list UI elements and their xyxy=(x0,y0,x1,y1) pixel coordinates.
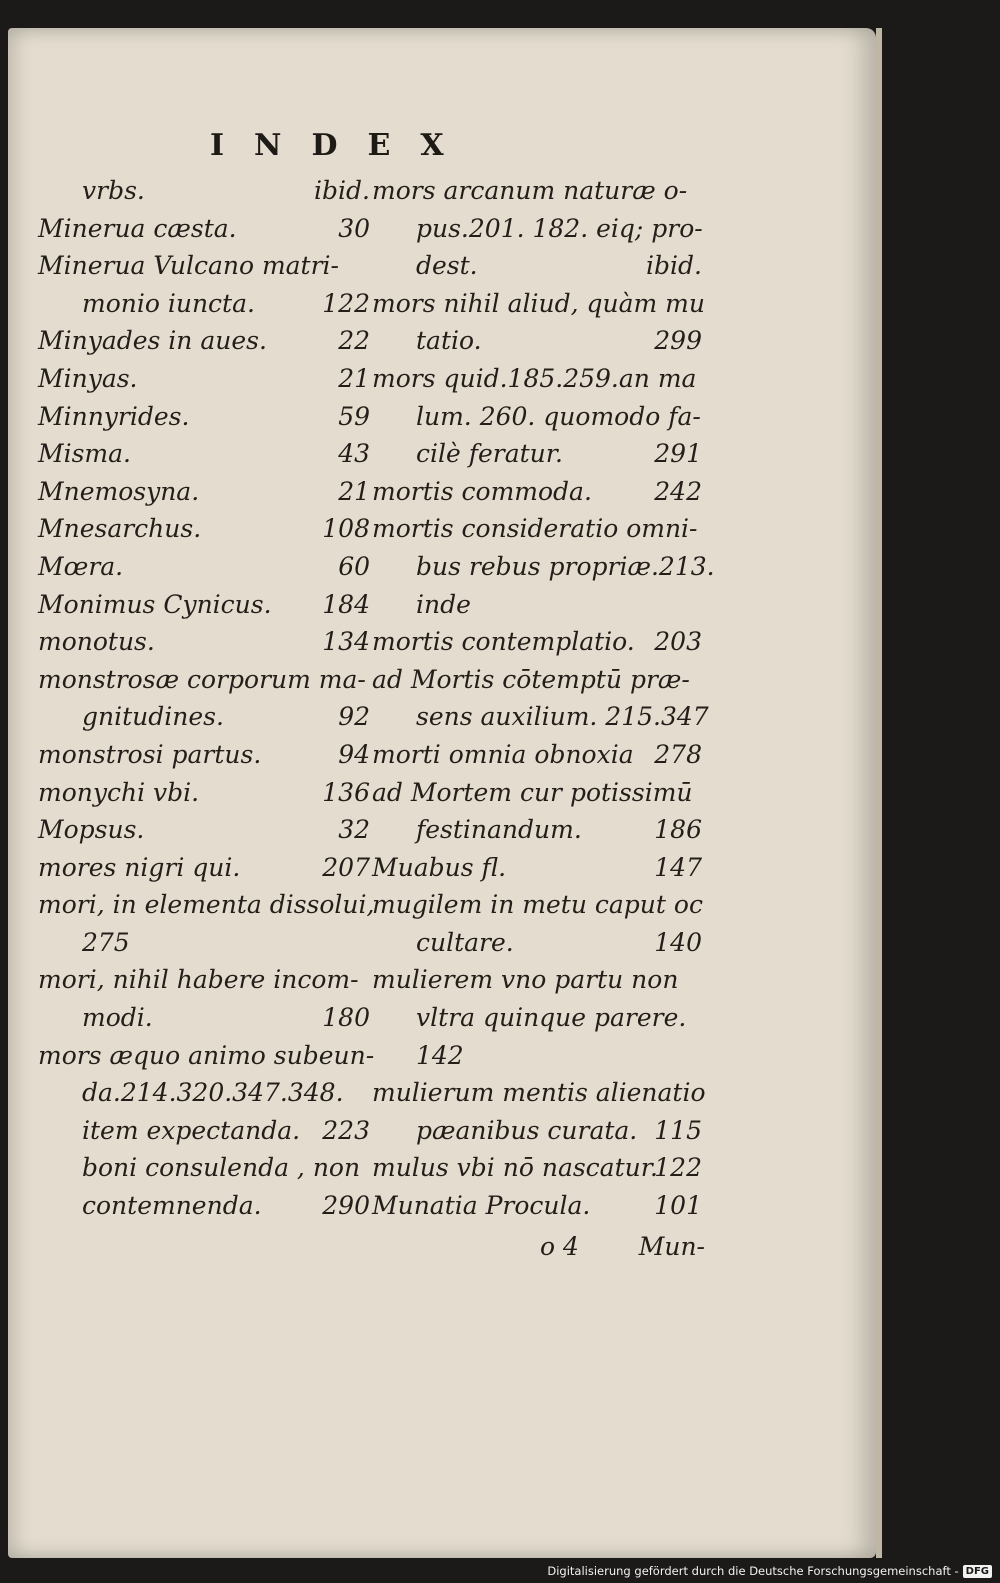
index-entry xyxy=(372,1074,706,1112)
entry-page-number: 101 xyxy=(654,1191,702,1221)
index-entry xyxy=(38,1074,370,1112)
index-entry xyxy=(372,1187,702,1225)
entry-text: festinandum. xyxy=(416,815,582,845)
index-entry xyxy=(372,210,702,248)
index-entry xyxy=(372,247,702,285)
entry-text: contemnenda. xyxy=(82,1191,262,1221)
catchword: Mun- xyxy=(638,1232,705,1261)
entry-text: lum. 260. quomodo fa- xyxy=(416,401,701,431)
page-footer-marks xyxy=(540,1232,705,1261)
entry-text: Mnesarchus. xyxy=(38,514,202,544)
entry-text: cilè feratur. xyxy=(416,439,563,469)
entry-text: Minyades in aues. xyxy=(38,326,267,356)
entry-page-number: 43 xyxy=(338,439,370,469)
entry-text: Mœra. xyxy=(38,551,124,581)
entry-text: mori, nihil habere incom- xyxy=(38,965,359,995)
index-entry xyxy=(372,999,702,1037)
entry-page-number: 291 xyxy=(654,439,702,469)
entry-text: boni consulenda , non xyxy=(82,1153,361,1183)
index-entry xyxy=(38,886,375,924)
entry-page-number: 290 xyxy=(322,1191,370,1221)
index-entry xyxy=(372,698,709,736)
index-entry xyxy=(38,1187,370,1225)
index-entry xyxy=(38,924,370,962)
index-entry xyxy=(38,473,370,511)
entry-page-number: 278 xyxy=(654,739,702,769)
index-entry xyxy=(372,435,702,473)
index-entry xyxy=(38,774,370,812)
entry-text: mori, in elementa dissolui, xyxy=(38,890,375,920)
entry-text: Misma. xyxy=(38,439,131,469)
index-entry xyxy=(38,961,370,999)
entry-text: mors nihil aliud, quàm mu xyxy=(372,288,705,318)
index-entry xyxy=(372,398,702,436)
entry-text: item expectanda. xyxy=(82,1115,301,1145)
index-entry xyxy=(372,1037,702,1075)
dfg-logo: DFG xyxy=(963,1565,992,1578)
entry-text: gnitudines. xyxy=(82,702,224,732)
entry-text: vltra quinque parere. xyxy=(416,1003,687,1033)
index-entry xyxy=(372,811,702,849)
entry-page-number: 207 xyxy=(322,852,370,882)
index-entry xyxy=(38,811,370,849)
entry-page-number: 184 xyxy=(322,589,370,619)
entry-text: mors quid.185.259.an ma xyxy=(372,363,697,393)
index-entry xyxy=(38,435,370,473)
entry-page-number: 115 xyxy=(654,1115,702,1145)
entry-text: mugilem in metu caput oc xyxy=(372,890,703,920)
index-entry xyxy=(38,548,370,586)
index-entry xyxy=(372,586,702,624)
entry-page-number: 92 xyxy=(338,702,370,732)
index-entry xyxy=(372,661,702,699)
index-entry xyxy=(38,1112,370,1150)
signature-mark: o 4 xyxy=(540,1232,579,1261)
entry-text: monstrosæ corporum ma- xyxy=(38,664,366,694)
entry-text: Minyas. xyxy=(38,363,138,393)
entry-text: bus rebus propriæ.213. xyxy=(416,551,715,581)
index-entry xyxy=(372,736,702,774)
index-entry xyxy=(372,961,702,999)
digitization-credit xyxy=(547,1561,992,1581)
entry-text: Mnemosyna. xyxy=(38,476,200,506)
entry-text: morti omnia obnoxia xyxy=(372,739,634,769)
entry-text: mortis contemplatio. xyxy=(372,627,635,657)
entry-page-number: 186 xyxy=(654,815,702,845)
index-entry xyxy=(372,1149,702,1187)
entry-text: mulus vbi nō nascatur. xyxy=(372,1153,658,1183)
entry-text: vrbs. xyxy=(82,176,145,205)
entry-text: tatio. xyxy=(416,326,482,356)
entry-text: monychi vbi. xyxy=(38,777,200,807)
entry-text: dest. xyxy=(416,251,478,281)
entry-page-number: ibid. xyxy=(314,176,370,205)
entry-page-number: 108 xyxy=(322,514,370,544)
entry-text: mulierem vno partu non xyxy=(372,965,679,995)
entry-text: Muabus fl. xyxy=(372,852,507,882)
entry-page-number: 60 xyxy=(338,551,370,581)
entry-page-number: ibid. xyxy=(646,251,702,281)
index-entry xyxy=(38,510,370,548)
entry-text: Minnyrides. xyxy=(38,401,190,431)
entry-page-number: 140 xyxy=(654,927,702,957)
entry-page-number: 21 xyxy=(338,476,370,506)
entry-text: modi. xyxy=(82,1003,153,1033)
index-column-left xyxy=(38,172,375,1225)
entry-page-number: 122 xyxy=(654,1153,702,1183)
entry-text: mores nigri qui. xyxy=(38,852,241,882)
index-entry xyxy=(372,849,702,887)
index-entry xyxy=(38,698,370,736)
credit-text: Digitalisierung gefördert durch die Deutsche Forschungsgemeinschaft - xyxy=(547,1564,959,1578)
page-header: INDEX xyxy=(210,128,474,163)
entry-text: monotus. xyxy=(38,627,155,657)
entry-page-number: 223 xyxy=(322,1115,370,1145)
entry-page-number: 122 xyxy=(322,288,370,318)
entry-page-number: 180 xyxy=(322,1003,370,1033)
index-entry xyxy=(372,886,702,924)
entry-page-number: 136 xyxy=(322,777,370,807)
index-entry xyxy=(372,172,702,210)
entry-text: pæanibus curata. xyxy=(416,1115,638,1145)
entry-text: pus.201. 182. eiq; pro- xyxy=(416,213,703,243)
index-entry xyxy=(38,322,370,360)
index-entry xyxy=(372,285,705,323)
entry-page-number: 94 xyxy=(338,739,370,769)
entry-text: da.214.320.347.348. xyxy=(82,1078,344,1108)
entry-page-number: 21 xyxy=(338,363,370,393)
entry-page-number: 134 xyxy=(322,627,370,657)
entry-text: mors æquo animo subeun- xyxy=(38,1040,375,1070)
entry-text: ad Mortem cur potissimū xyxy=(372,777,693,807)
index-entry xyxy=(38,586,370,624)
entry-text: Monimus Cynicus. xyxy=(38,589,272,619)
index-entry xyxy=(38,849,370,887)
entry-text: mulierum mentis alienatio xyxy=(372,1078,706,1108)
entry-page-number: 59 xyxy=(338,401,370,431)
index-entry xyxy=(38,736,370,774)
entry-text: mortis consideratio omni- xyxy=(372,514,698,544)
index-entry xyxy=(38,1149,370,1187)
entry-text: Minerua Vulcano matri- xyxy=(38,251,340,281)
index-entry xyxy=(38,623,370,661)
index-entry xyxy=(38,360,370,398)
entry-text: 275 xyxy=(82,927,130,957)
index-entry xyxy=(372,510,702,548)
index-column-right xyxy=(372,172,715,1225)
index-entry xyxy=(38,210,370,248)
index-entry xyxy=(372,360,702,398)
entry-text: monstrosi partus. xyxy=(38,739,262,769)
index-entry xyxy=(38,1037,375,1075)
index-entry xyxy=(372,623,702,661)
index-entry xyxy=(372,1112,702,1150)
entry-page-number: 242 xyxy=(654,476,702,506)
index-entry xyxy=(38,247,370,285)
entry-page-number: 147 xyxy=(654,852,702,882)
entry-page-number: 22 xyxy=(338,326,370,356)
index-entry xyxy=(38,172,370,210)
entry-text: ad Mortis cōtemptū præ- xyxy=(372,664,690,694)
entry-text: Munatia Procula. xyxy=(372,1191,591,1221)
entry-text: Mopsus. xyxy=(38,815,145,845)
entry-page-number: 30 xyxy=(338,213,370,243)
index-entry xyxy=(38,285,370,323)
entry-page-number: 32 xyxy=(338,815,370,845)
index-entry xyxy=(372,548,715,586)
index-entry xyxy=(38,999,370,1037)
entry-page-number: 203 xyxy=(654,627,702,657)
entry-text: cultare. xyxy=(416,927,514,957)
entry-text: mors arcanum naturæ o- xyxy=(372,176,688,205)
index-entry xyxy=(38,661,370,699)
entry-text: Minerua cæsta. xyxy=(38,213,237,243)
index-entry xyxy=(372,322,702,360)
entry-text: mortis commoda. xyxy=(372,476,592,506)
entry-text: inde xyxy=(416,589,471,619)
index-entry xyxy=(372,473,702,511)
entry-text: 142 xyxy=(416,1040,464,1070)
index-entry xyxy=(372,924,702,962)
entry-text: monio iuncta. xyxy=(82,288,255,318)
entry-text: sens auxilium. 215.347 xyxy=(416,702,709,732)
page-edge xyxy=(876,28,882,1558)
index-entry xyxy=(372,774,702,812)
index-entry xyxy=(38,398,370,436)
entry-page-number: 299 xyxy=(654,326,702,356)
